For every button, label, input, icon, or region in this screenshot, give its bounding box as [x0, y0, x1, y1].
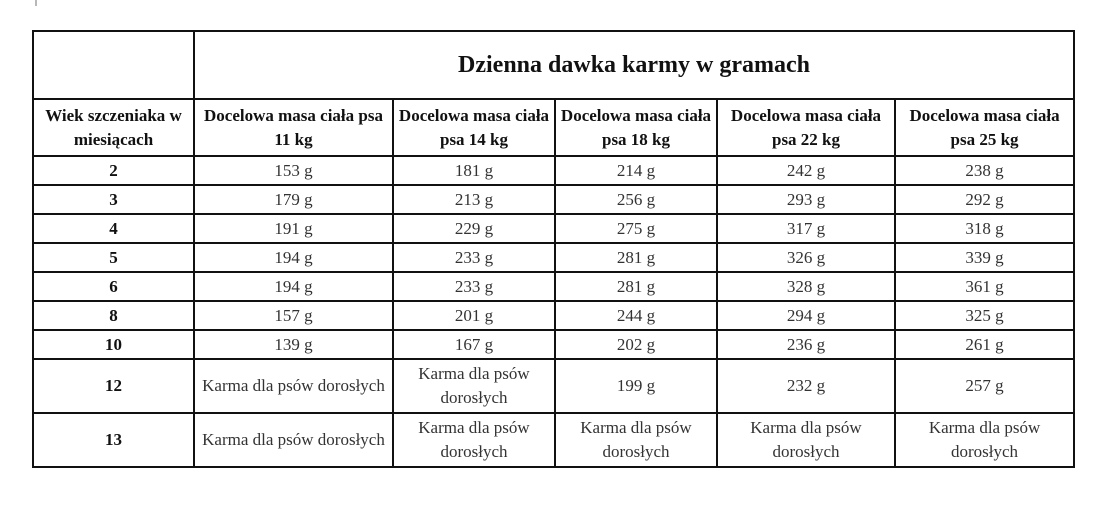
text-caret: [35, 0, 37, 6]
age-cell: 13: [33, 413, 194, 467]
age-cell: 4: [33, 214, 194, 243]
value-cell: Karma dla psów dorosłych: [555, 413, 717, 467]
value-cell: Karma dla psów dorosłych: [717, 413, 895, 467]
table-row: [33, 272, 1074, 301]
value-cell: Karma dla psów dorosłych: [194, 413, 393, 467]
value-cell: Karma dla psów dorosłych: [194, 359, 393, 413]
value-cell: 167 g: [393, 330, 555, 359]
value-cell: 281 g: [555, 272, 717, 301]
age-cell: 3: [33, 185, 194, 214]
value-cell: 328 g: [717, 272, 895, 301]
value-cell: 257 g: [895, 359, 1074, 413]
value-cell: 242 g: [717, 156, 895, 185]
value-cell: 233 g: [393, 243, 555, 272]
value-cell: 256 g: [555, 185, 717, 214]
value-cell: 139 g: [194, 330, 393, 359]
age-cell: 5: [33, 243, 194, 272]
value-cell: 202 g: [555, 330, 717, 359]
feeding-table: [32, 30, 1075, 468]
table-row: [33, 301, 1074, 330]
value-cell: 292 g: [895, 185, 1074, 214]
table-row: [33, 185, 1074, 214]
value-cell: 339 g: [895, 243, 1074, 272]
age-cell: 2: [33, 156, 194, 185]
value-cell: 281 g: [555, 243, 717, 272]
value-cell: 325 g: [895, 301, 1074, 330]
value-cell: 244 g: [555, 301, 717, 330]
empty-corner-cell: [33, 31, 194, 99]
value-cell: 232 g: [717, 359, 895, 413]
age-cell: 12: [33, 359, 194, 413]
age-cell: 6: [33, 272, 194, 301]
value-cell: 236 g: [717, 330, 895, 359]
age-cell: 10: [33, 330, 194, 359]
value-cell: 194 g: [194, 243, 393, 272]
value-cell: 361 g: [895, 272, 1074, 301]
column-header-11kg: Docelowa masa ciała psa 11 kg: [194, 99, 393, 156]
table-row: [33, 156, 1074, 185]
value-cell: 326 g: [717, 243, 895, 272]
value-cell: 261 g: [895, 330, 1074, 359]
value-cell: 275 g: [555, 214, 717, 243]
value-cell: 233 g: [393, 272, 555, 301]
value-cell: 201 g: [393, 301, 555, 330]
value-cell: 318 g: [895, 214, 1074, 243]
value-cell: 199 g: [555, 359, 717, 413]
value-cell: 238 g: [895, 156, 1074, 185]
value-cell: 213 g: [393, 185, 555, 214]
value-cell: 191 g: [194, 214, 393, 243]
value-cell: 294 g: [717, 301, 895, 330]
table-row: [33, 330, 1074, 359]
column-header-18kg: Docelowa masa ciała psa 18 kg: [555, 99, 717, 156]
table-row: [33, 413, 1074, 467]
table-row: [33, 214, 1074, 243]
table-row: [33, 243, 1074, 272]
column-header-25kg: Docelowa masa ciała psa 25 kg: [895, 99, 1074, 156]
value-cell: 229 g: [393, 214, 555, 243]
value-cell: 194 g: [194, 272, 393, 301]
column-header-22kg: Docelowa masa ciała psa 22 kg: [717, 99, 895, 156]
value-cell: 317 g: [717, 214, 895, 243]
value-cell: 181 g: [393, 156, 555, 185]
value-cell: 214 g: [555, 156, 717, 185]
value-cell: 153 g: [194, 156, 393, 185]
age-column-header: Wiek szczeniaka w miesiącach: [33, 99, 194, 156]
table-row: [33, 359, 1074, 413]
age-cell: 8: [33, 301, 194, 330]
value-cell: 179 g: [194, 185, 393, 214]
value-cell: Karma dla psów dorosłych: [393, 413, 555, 467]
value-cell: Karma dla psów dorosłych: [393, 359, 555, 413]
value-cell: 157 g: [194, 301, 393, 330]
value-cell: 293 g: [717, 185, 895, 214]
table-title: Dzienna dawka karmy w gramach: [194, 31, 1074, 99]
value-cell: Karma dla psów dorosłych: [895, 413, 1074, 467]
column-header-14kg: Docelowa masa ciała psa 14 kg: [393, 99, 555, 156]
